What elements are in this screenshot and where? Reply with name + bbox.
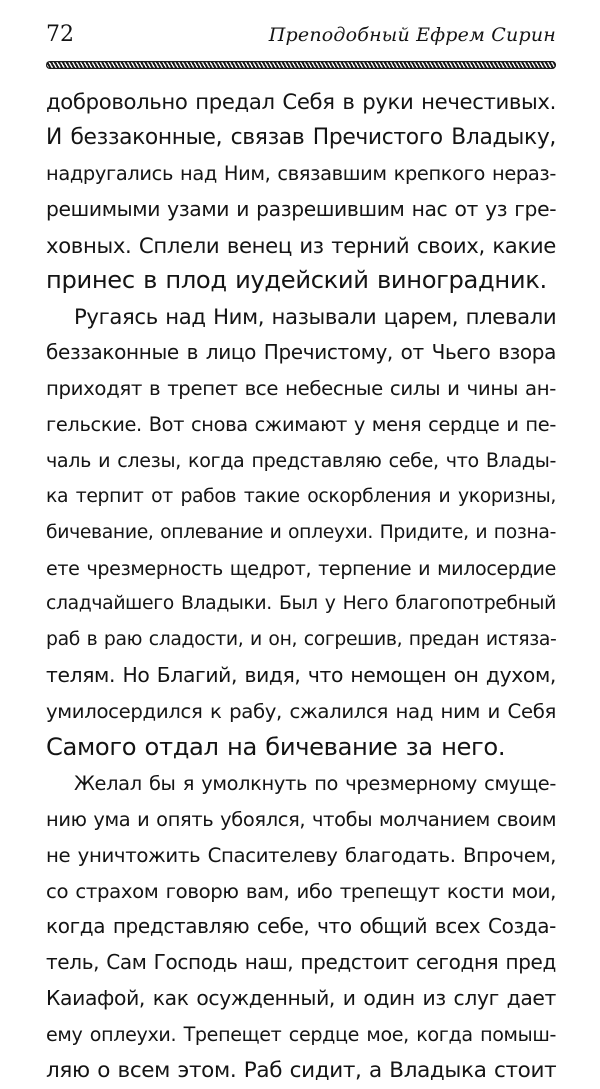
body-text bbox=[46, 84, 556, 1089]
text-line: не уничтожить Спасителеву благодать. Впрочем, bbox=[46, 843, 556, 867]
text-line: тель, Сам Господь наш, предстоит сегодня пред bbox=[46, 950, 556, 975]
running-head bbox=[46, 22, 556, 54]
text-line: ховных. Сплели венец из терний своих, какие bbox=[46, 232, 556, 258]
text-line: умилосердился к рабу, сжалился над ним и Себя bbox=[46, 700, 556, 724]
text-line: раб в раю сладости, и он, согрешив, предан истяза- bbox=[46, 629, 557, 651]
text-line: беззаконные в лицо Пречистому, от Чьего взора bbox=[46, 340, 556, 365]
paragraph-2 bbox=[46, 299, 556, 766]
book-page bbox=[46, 0, 557, 1084]
text-line: приходят в трепет все небесные силы и чины ан- bbox=[46, 377, 556, 401]
text-line: Каиафой, как осужденный, и один из слуг дает bbox=[46, 986, 556, 1011]
text-line: ка терпит от рабов такие оскорбления и укоризны, bbox=[46, 485, 556, 507]
rope-divider-rule bbox=[46, 61, 556, 69]
text-line: нию ума и опять убоялся, чтобы молчанием своим bbox=[46, 807, 557, 831]
text-line: ему оплеухи. Трепещет сердце мое, когда помыш- bbox=[46, 1023, 556, 1047]
page-number: 72 bbox=[46, 22, 74, 47]
text-line: ляю о всем этом. Раб сидит, а Владыка стоит bbox=[46, 1058, 557, 1084]
text-line: чаль и слезы, когда представляю себе, что Влады- bbox=[46, 448, 556, 472]
text-line: надругались над Ним, связавшим крепкого нераз- bbox=[46, 161, 556, 185]
text-line: когда представляю себе, что общий всех Созда- bbox=[46, 914, 556, 939]
text-line: со страхом говорю вам, ибо трепещут кости мои, bbox=[46, 879, 556, 903]
text-line: ете чрезмерность щедрот, терпение и милосердие bbox=[46, 556, 556, 580]
paragraph-1 bbox=[46, 84, 556, 299]
text-line: бичевание, оплевание и оплеухи. Придите, и позна- bbox=[46, 521, 557, 543]
paragraph-3 bbox=[46, 766, 556, 1089]
text-line: Желал бы я умолкнуть по чрезмерному смуще- bbox=[74, 771, 556, 795]
text-line: Ругаясь над Ним, называли царем, плевали bbox=[74, 304, 557, 330]
text-line: принес в плод иудейский виноградник. bbox=[46, 266, 547, 295]
running-title: Преподобный Ефрем Сирин bbox=[268, 24, 556, 46]
text-line: добровольно предал Себя в руки нечестивых. bbox=[46, 89, 556, 114]
text-line: решимыми узами и разрешившим нас от уз гре- bbox=[46, 196, 557, 221]
text-line: телям. Но Благий, видя, что немощен он духом, bbox=[46, 663, 556, 688]
text-line: И беззаконные, связав Пречистого Владыку, bbox=[46, 124, 556, 150]
text-line: гельские. Вот снова сжимают у меня сердце и пе- bbox=[46, 413, 556, 437]
text-line: Самого отдал на бичевание за него. bbox=[46, 733, 506, 762]
text-line: сладчайшего Владыки. Был у Него благопотребный bbox=[46, 593, 556, 615]
